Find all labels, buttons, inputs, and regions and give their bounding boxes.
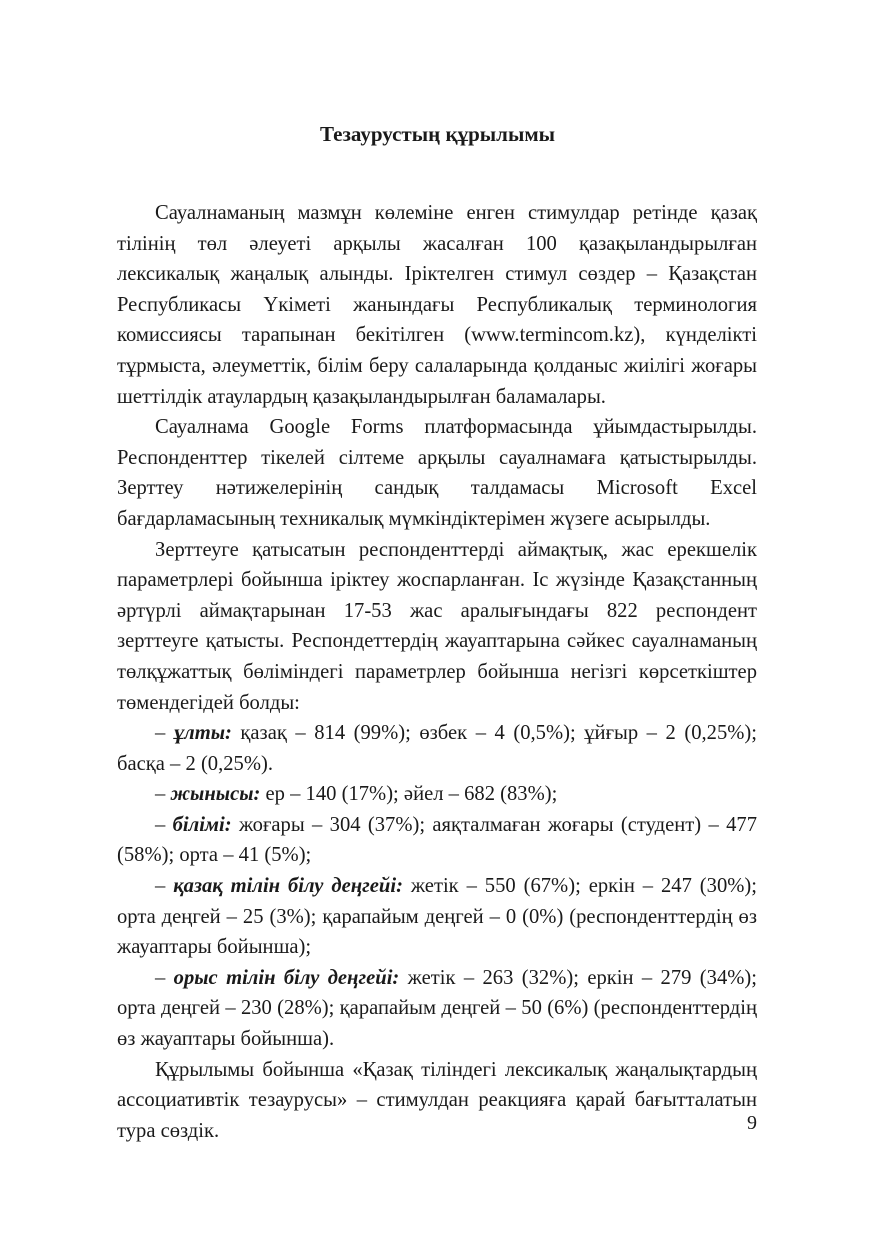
list-dash: – [155,875,174,898]
list-item-kazakh-level [117,871,757,963]
list-dash: – [155,783,171,806]
paragraph-survey-platform: Сауалнама Google Forms платформасында ұйымдастырылды. Респонденттер тікелей сілтеме арқылы сауалнамаға қатыстырылды. Зерттеу нәтижелерінің сандық талдамасы Microsoft Excel бағдарламасының техникалық мүмкіндіктерімен жүзеге асырылды. [117,416,757,530]
list-item-label: жынысы: [170,783,261,806]
list-item-gender [117,779,757,810]
paragraph-stimuli: Сауалнаманың мазмұн көлеміне енген стимулдар ретінде қазақ тілінің төл әлеуеті арқылы жасалған 100 қазақыландырылған лексикалық жаңалық алынды. Іріктелген стимул сөздер – Қазақстан Республикасы Үкіметі жанындағы Республикалық терминология комиссиясы тарапынан бекітілген (www.termincom.kz), күнделікті тұрмыста, әлеуметтік, білім беру салаларында қолданыс жиілігі жоғары шеттілдік атаулардың қазақыландырылған баламалары. [117,202,757,408]
paragraph-closing: Құрылымы бойынша «Қазақ тіліндегі лексикалық жаңалықтардың ассоциативтік тезаурусы» – стимулдан реакцияға қарай бағытталатын тура сөздік. [117,1058,757,1142]
list-item-text: ер – 140 (17%); әйел – 682 (83%); [260,783,558,806]
list-dash: – [155,722,174,745]
body-text [117,198,757,1146]
paragraph-respondents: Зерттеуге қатысатын респонденттерді аймақтық, жас ерекшелік параметрлері бойынша іріктеу жоспарланған. Іс жүзінде Қазақстанның әртүрлі аймақтарынан 17-53 жас аралығындағы 822 респондент зерттеуге қатысты. Респондеттердің жауаптарына сәйкес сауалнаманың төлқұжаттық бөліміндегі параметрлер бойынша негізгі көрсеткіштер төмендегідей болды: [117,538,757,714]
list-item-nationality [117,718,757,779]
list-item-label: қазақ тілін білу деңгейі: [173,875,403,898]
list-item-text: жоғары – 304 (37%); аяқталмаған жоғары (студент) – 477 (58%); орта – 41 (5%); [117,813,757,867]
list-item-text: қазақ – 814 (99%); өзбек – 4 (0,5%); ұйғыр – 2 (0,25%); басқа – 2 (0,25%). [117,722,757,775]
list-item-education [117,810,757,871]
page-number: 9 [747,1112,757,1134]
list-dash: – [155,966,174,989]
list-item-text: жетік – 550 (67%); еркін – 247 (30%); орта деңгей – 25 (3%); қарапайым деңгей – 0 (0%) (респонденттердің өз жауаптары бойынша); [117,875,757,959]
section-title: Тезаурустың құрылымы [319,122,556,146]
list-item-label: ұлты: [173,722,232,745]
list-item-russian-level [117,963,757,1055]
list-dash: – [155,813,173,836]
list-item-text: жетік – 263 (32%); еркін – 279 (34%); орта деңгей – 230 (28%); қарапайым деңгей – 50 (6%) (респонденттердің өз жауаптары бойынша). [117,966,757,1051]
list-item-label: білімі: [172,813,232,836]
list-item-label: орыс тілін білу деңгейі: [173,966,400,989]
